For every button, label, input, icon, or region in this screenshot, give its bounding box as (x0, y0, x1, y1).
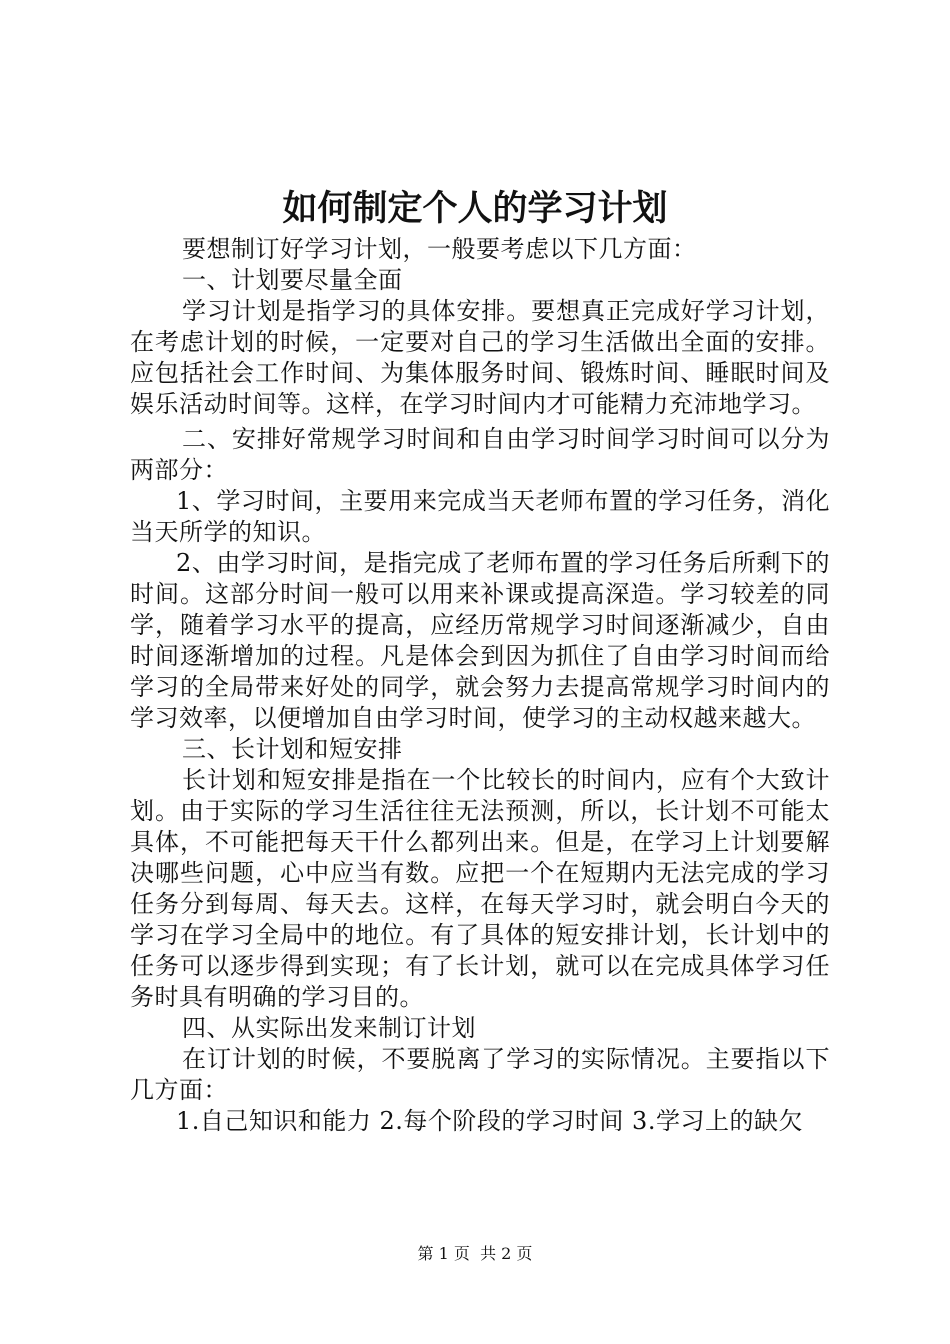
document-body (130, 234, 830, 1137)
body-paragraph: 1、学习时间，主要用来完成当天老师布置的学习任务，消化当天所学的知识。 (130, 487, 830, 546)
intro-paragraph: 要想制订好学习计划，一般要考虑以下几方面： (182, 235, 697, 263)
body-paragraph: 在订计划的时候，不要脱离了学习的实际情况。主要指以下几方面： (130, 1045, 830, 1104)
body-paragraph: 长计划和短安排是指在一个比较长的时间内，应有个大致计划。由于实际的学习生活往往无法预测，所以，长计划不可能太具体，不可能把每天干什么都列出来。但是，在学习上计划要解决哪些问题，心中应当有数。应把一个在短期内无法完成的学习任务分到每周、每天去。这样，在每天学习时，就会明白今天的学习在学习全局中的地位。有了具体的短安排计划，长计划中的任务可以逐步得到实现；有了长计划，就可以在完成具体学习任务时具有明确的学习目的。 (130, 766, 830, 1011)
section-heading-4: 四、从实际出发来制订计划 (182, 1014, 476, 1042)
body-paragraph: 学习计划是指学习的具体安排。要想真正完成好学习计划，在考虑计划的时候，一定要对自己的学习生活做出全面的安排。应包括社会工作时间、为集体服务时间、锻炼时间、睡眠时间及娱乐活动时间等。这样，在学习时间内才可能精力充沛地学习。 (130, 297, 830, 418)
section-heading-1: 一、计划要尽量全面 (182, 266, 403, 294)
section-heading-2: 二、安排好常规学习时间和自由学习时间学习时间可以分为两部分： (130, 425, 830, 484)
section-heading-3: 三、长计划和短安排 (182, 735, 403, 763)
page-number-footer: 第 1 页 共 2 页 (417, 1244, 533, 1263)
document-title: 如何制定个人的学习计划 (282, 188, 668, 229)
body-paragraph: 1.自己知识和能力 2.每个阶段的学习时间 3.学习上的缺欠 (176, 1107, 803, 1135)
body-paragraph: 2、由学习时间，是指完成了老师布置的学习任务后所剩下的时间。这部分时间一般可以用来补课或提高深造。学习较差的同学，随着学习水平的提高，应经历常规学习时间逐渐减少，自由时间逐渐增加的过程。凡是体会到因为抓住了自由学习时间而给学习的全局带来好处的同学，就会努力去提高常规学习时间内的学习效率，以便增加自由学习时间，使学习的主动权越来越大。 (130, 549, 830, 732)
